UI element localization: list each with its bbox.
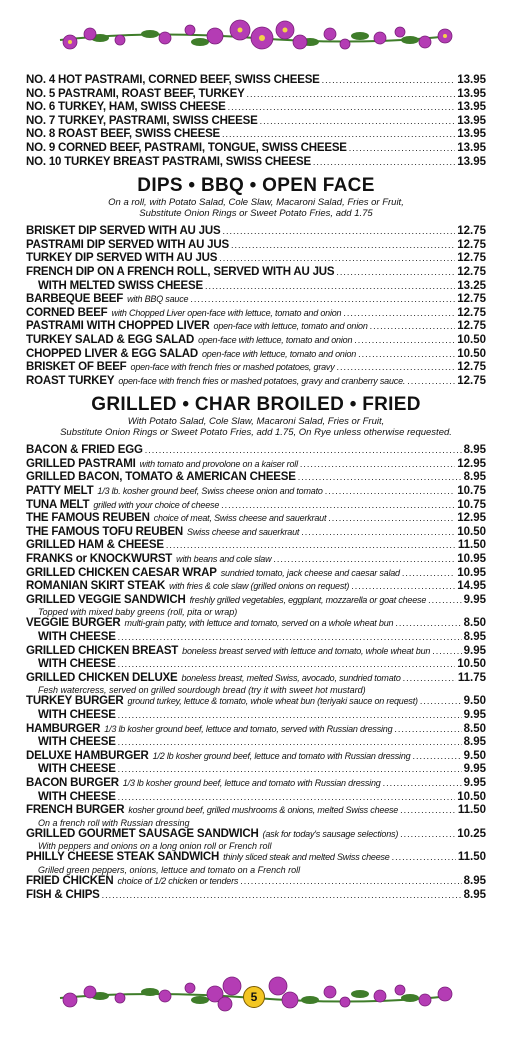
menu-item bbox=[26, 594, 486, 608]
menu-item bbox=[26, 539, 486, 553]
menu-item-name: HAMBURGER bbox=[26, 722, 101, 735]
dot-leader bbox=[322, 74, 456, 88]
dot-leader bbox=[219, 252, 455, 266]
menu-item bbox=[26, 750, 486, 764]
menu-item-name: CHOPPED LIVER & EGG SALAD bbox=[26, 347, 198, 360]
dips-list bbox=[26, 225, 486, 388]
menu-item-price: 8.95 bbox=[463, 736, 486, 749]
menu-item-price: 13.95 bbox=[457, 128, 486, 141]
menu-item-description: Swiss cheese and sauerkraut bbox=[187, 526, 300, 537]
menu-item-description: ground turkey, lettuce & tomato, whole wheat bun (teriyaki sauce on request) bbox=[127, 696, 418, 707]
menu-item bbox=[26, 115, 486, 129]
section-note-dips-1: On a roll, with Potato Salad, Cole Slaw, Macaroni Salad, Fries or Fruit, bbox=[108, 197, 404, 209]
dot-leader bbox=[400, 804, 456, 818]
menu-item bbox=[26, 320, 486, 334]
menu-item-price: 13.95 bbox=[457, 141, 486, 154]
menu-item-name: WITH CHEESE bbox=[38, 631, 116, 643]
menu-item bbox=[26, 723, 486, 737]
menu-item-description: open-face with lettuce, tomato and onion bbox=[202, 348, 357, 359]
menu-item bbox=[26, 444, 486, 458]
menu-item-name: BRISKET OF BEEF bbox=[26, 361, 127, 374]
menu-item-name: PHILLY CHEESE STEAK SANDWICH bbox=[26, 851, 220, 864]
menu-item bbox=[26, 142, 486, 156]
menu-item-name: TUNA MELT bbox=[26, 498, 90, 511]
dot-leader bbox=[395, 617, 461, 631]
menu-item-name: DELUXE HAMBURGER bbox=[26, 749, 149, 762]
menu-item bbox=[26, 375, 486, 389]
menu-item-price: 11.50 bbox=[457, 539, 486, 552]
dot-leader bbox=[358, 348, 455, 362]
menu-item-price: 9.95 bbox=[463, 776, 486, 789]
menu-item-name: NO. 5 PASTRAMI, ROAST BEEF, TURKEY bbox=[26, 87, 245, 100]
menu-item bbox=[26, 458, 486, 472]
menu-item-price: 12.75 bbox=[457, 252, 486, 265]
menu-item-price: 11.50 bbox=[457, 804, 486, 817]
dot-leader bbox=[222, 128, 455, 142]
menu-item-name: NO. 7 TURKEY, PASTRAMI, SWISS CHEESE bbox=[26, 114, 258, 127]
menu-item-price: 12.75 bbox=[457, 225, 486, 238]
menu-item-price: 10.95 bbox=[457, 553, 486, 566]
dot-leader bbox=[325, 485, 456, 499]
dot-leader bbox=[221, 499, 455, 513]
menu-item-description: 1/3 lb kosher ground beef, lettuce and tomato with Russian dressing bbox=[122, 777, 381, 788]
menu-item-price: 12.75 bbox=[457, 320, 486, 333]
menu-item bbox=[26, 485, 486, 499]
menu-item-description: open-face with lettuce, tomato and onion bbox=[198, 334, 353, 345]
menu-item-name: WITH CHEESE bbox=[38, 708, 116, 721]
menu-item-name: GRILLED CHICKEN CAESAR WRAP bbox=[26, 566, 217, 579]
dot-leader bbox=[343, 307, 455, 321]
menu-item-price: 9.50 bbox=[463, 749, 486, 762]
menu-item-description: boneless breast, melted Swiss, avocado, sundried tomato bbox=[181, 672, 401, 683]
menu-item bbox=[26, 763, 486, 777]
menu-item-price: 12.75 bbox=[457, 361, 486, 374]
menu-item bbox=[26, 709, 486, 723]
dot-leader bbox=[370, 320, 456, 334]
dot-leader bbox=[102, 889, 462, 903]
menu-item bbox=[26, 307, 486, 321]
section-note-grilled-1: With Potato Salad, Cole Slaw, Macaroni Salad, Fries or Fruit, bbox=[127, 416, 385, 428]
dot-leader bbox=[260, 115, 456, 129]
menu-item-name: GRILLED CHICKEN DELUXE bbox=[26, 671, 178, 684]
menu-item bbox=[26, 471, 486, 485]
menu-item bbox=[26, 239, 486, 253]
menu-item-subnote: Topped with mixed baby greens (roll, pita or wrap) bbox=[38, 607, 238, 618]
menu-item-description: multi-grain patty, with lettuce and tomato, served on a whole wheat bun bbox=[124, 618, 394, 629]
menu-item-price: 10.50 bbox=[457, 658, 486, 671]
dot-leader bbox=[118, 631, 462, 645]
menu-item-price: 8.95 bbox=[463, 874, 486, 887]
dot-leader bbox=[394, 723, 461, 737]
menu-item-price: 12.75 bbox=[457, 306, 486, 319]
menu-item bbox=[26, 875, 486, 889]
menu-item-price: 12.95 bbox=[457, 457, 486, 470]
menu-item-description: with Chopped Liver open-face with lettuce, tomato and onion bbox=[111, 307, 342, 318]
menu-item-description: open-face with french fries or mashed potatoes, gravy and cranberry sauce. bbox=[118, 375, 406, 386]
menu-item-name: FRENCH DIP ON A FRENCH ROLL, SERVED WITH AU JUS bbox=[26, 265, 335, 278]
menu-item bbox=[26, 736, 486, 750]
menu-item bbox=[26, 695, 486, 709]
dot-leader bbox=[403, 672, 456, 686]
menu-item bbox=[26, 777, 486, 791]
dot-leader bbox=[118, 736, 462, 750]
menu-item-price: 13.25 bbox=[457, 279, 486, 292]
menu-item-description: freshly grilled vegetables, eggplant, mozzarella or goat cheese bbox=[189, 594, 427, 605]
menu-item-price: 8.50 bbox=[463, 617, 486, 630]
dot-leader bbox=[392, 851, 456, 865]
menu-item bbox=[26, 128, 486, 142]
menu-item bbox=[26, 851, 486, 865]
grilled-list bbox=[26, 444, 486, 902]
menu-item bbox=[26, 658, 486, 672]
menu-item-name: WITH CHEESE bbox=[38, 658, 116, 671]
dot-leader bbox=[247, 88, 456, 102]
dot-leader bbox=[328, 512, 455, 526]
menu-item-name: BRISKET DIP SERVED WITH AU JUS bbox=[26, 225, 221, 238]
dot-leader bbox=[222, 225, 455, 239]
menu-item-name: ROMANIAN SKIRT STEAK bbox=[26, 580, 166, 593]
menu-item-price: 13.95 bbox=[457, 74, 486, 86]
menu-item-subnote: On a french roll with Russian dressing bbox=[38, 817, 190, 828]
menu-item-price: 12.75 bbox=[457, 238, 486, 251]
menu-item-name: PASTRAMI DIP SERVED WITH AU JUS bbox=[26, 238, 229, 251]
menu-item-name: NO. 9 CORNED BEEF, PASTRAMI, TONGUE, SWISS CHEESE bbox=[26, 141, 347, 154]
dot-leader bbox=[313, 156, 455, 170]
dot-leader bbox=[231, 239, 455, 253]
menu-item-price: 13.95 bbox=[457, 155, 486, 168]
menu-item-name: GRILLED HAM & CHEESE bbox=[26, 539, 164, 552]
dot-leader bbox=[118, 791, 456, 805]
dot-leader bbox=[205, 280, 455, 294]
menu-item-price: 10.50 bbox=[457, 347, 486, 360]
menu-item-name: CORNED BEEF bbox=[26, 306, 108, 319]
menu-item-price: 8.95 bbox=[463, 888, 486, 901]
menu-item-price: 8.95 bbox=[463, 471, 486, 484]
menu-item-description: with beans and cole slaw bbox=[176, 554, 272, 565]
menu-item-price: 14.95 bbox=[457, 580, 486, 593]
menu-item bbox=[26, 512, 486, 526]
menu-item-price: 12.75 bbox=[457, 293, 486, 306]
menu-item-name: GRILLED GOURMET SAUSAGE SANDWICH bbox=[26, 827, 259, 840]
dot-leader bbox=[228, 101, 456, 115]
menu-item-name: TURKEY DIP SERVED WITH AU JUS bbox=[26, 252, 218, 265]
menu-item-price: 13.95 bbox=[457, 101, 486, 114]
section-note-grilled-2: Substitute Onion Rings or Sweet Potato Fries, add 1.75, On Rye unless otherwise requested. bbox=[60, 427, 452, 439]
menu-item-name: GRILLED BACON, TOMATO & AMERICAN CHEESE bbox=[26, 471, 296, 484]
menu-item-subnote: Fesh watercress, served on grilled sourdough bread (try it with sweet hot mustard) bbox=[38, 685, 366, 696]
dot-leader bbox=[354, 334, 455, 348]
menu-item bbox=[26, 334, 486, 348]
dot-leader bbox=[118, 658, 456, 672]
page-number-badge: 5 bbox=[243, 986, 265, 1008]
section-note-dips-2: Substitute Onion Rings or Sweet Potato Fries, add 1.75 bbox=[139, 208, 373, 220]
menu-item bbox=[26, 617, 486, 631]
menu-item-subnote: Grilled green peppers, onions, lettuce and tomato on a French roll bbox=[38, 864, 301, 875]
dot-leader bbox=[400, 828, 455, 842]
menu-item-name: FRENCH BURGER bbox=[26, 804, 125, 817]
menu-item bbox=[26, 156, 486, 170]
section-title-dips: DIPS • BBQ • OPEN FACE bbox=[137, 175, 375, 197]
menu-item-price: 11.75 bbox=[457, 671, 486, 684]
dot-leader bbox=[412, 750, 461, 764]
menu-item-name: PASTRAMI WITH CHOPPED LIVER bbox=[26, 320, 210, 333]
menu-item bbox=[26, 252, 486, 266]
menu-item-price: 10.50 bbox=[457, 525, 486, 538]
menu-item-description: open-face with french fries or mashed potatoes, gravy bbox=[130, 362, 335, 373]
menu-item-name: TURKEY BURGER bbox=[26, 695, 124, 708]
menu-item-name: BACON BURGER bbox=[26, 776, 119, 789]
menu-item-price: 12.75 bbox=[457, 265, 486, 278]
menu-item-description: choice of 1/2 chicken or tenders bbox=[117, 875, 239, 886]
menu-item-description: sundried tomato, jack cheese and caesar salad bbox=[220, 567, 400, 578]
menu-item bbox=[26, 280, 486, 294]
menu-item-price: 12.75 bbox=[457, 374, 486, 387]
floral-garland-top bbox=[0, 8, 510, 68]
menu-item-name: BARBEQUE BEEF bbox=[26, 293, 124, 306]
dot-leader bbox=[118, 709, 462, 723]
menu-item-name: PATTY MELT bbox=[26, 485, 94, 498]
dot-leader bbox=[349, 142, 455, 156]
menu-item-name: WITH CHEESE bbox=[38, 790, 116, 803]
menu-item-name: NO. 10 TURKEY BREAST PASTRAMI, SWISS CHEESE bbox=[26, 155, 311, 168]
sandwich-combo-list bbox=[26, 74, 486, 169]
dot-leader bbox=[407, 375, 455, 389]
menu-item-price: 8.50 bbox=[463, 722, 486, 735]
menu-item bbox=[26, 631, 486, 645]
menu-item-description: with tomato and provolone on a kaiser roll bbox=[139, 458, 298, 469]
menu-item-price: 11.50 bbox=[457, 851, 486, 864]
menu-item bbox=[26, 889, 486, 903]
menu-item-name: GRILLED PASTRAMI bbox=[26, 457, 136, 470]
menu-item-description: boneless breast served with lettuce and tomato, whole wheat bun bbox=[182, 645, 431, 656]
menu-item-price: 9.95 bbox=[463, 644, 486, 657]
menu-item-name: ROAST TURKEY bbox=[26, 374, 115, 387]
dot-leader bbox=[336, 266, 455, 280]
menu-item-name: GRILLED VEGGIE SANDWICH bbox=[26, 593, 186, 606]
menu-item-description: 1/3 lb kosher ground beef, lettuce and tomato, served with Russian dressing bbox=[104, 723, 393, 734]
menu-item bbox=[26, 553, 486, 567]
menu-item bbox=[26, 74, 486, 88]
menu-item-name: THE FAMOUS REUBEN bbox=[26, 512, 150, 525]
menu-item bbox=[26, 804, 486, 818]
menu-item-price: 9.95 bbox=[463, 708, 486, 721]
menu-item-price: 10.75 bbox=[457, 498, 486, 511]
section-title-grilled: GRILLED • CHAR BROILED • FRIED bbox=[91, 394, 421, 416]
dot-leader bbox=[383, 777, 462, 791]
menu-item-description: with BBQ sauce bbox=[127, 294, 189, 305]
dot-leader bbox=[337, 361, 456, 375]
dot-leader bbox=[420, 695, 462, 709]
menu-item-name: VEGGIE BURGER bbox=[26, 617, 121, 630]
menu-item-description: choice of meat, Swiss cheese and sauerkraut bbox=[153, 513, 327, 524]
menu-item bbox=[26, 791, 486, 805]
menu-item bbox=[26, 348, 486, 362]
menu-item-name: BACON & FRIED EGG bbox=[26, 444, 143, 457]
menu-item-name: WITH MELTED SWISS CHEESE bbox=[38, 279, 203, 292]
menu-item-price: 13.95 bbox=[457, 114, 486, 127]
menu-item-description: (ask for today's sausage selections) bbox=[262, 828, 399, 839]
menu-item-description: kosher ground beef, grilled mushrooms & onions, melted Swiss cheese bbox=[128, 805, 399, 816]
dot-leader bbox=[118, 763, 462, 777]
menu-item bbox=[26, 828, 486, 842]
dot-leader bbox=[145, 444, 462, 458]
menu-item-price: 9.95 bbox=[463, 763, 486, 776]
menu-item-price: 9.95 bbox=[463, 593, 486, 606]
menu-item-description: 1/2 lb kosher ground beef, lettuce and tomato with Russian dressing bbox=[152, 750, 411, 761]
dot-leader bbox=[300, 458, 455, 472]
menu-item-price: 13.95 bbox=[457, 87, 486, 100]
menu-item-name: FISH & CHIPS bbox=[26, 888, 100, 901]
menu-item bbox=[26, 88, 486, 102]
dot-leader bbox=[402, 567, 455, 581]
menu-item-description: open-face with lettuce, tomato and onion bbox=[213, 321, 368, 332]
menu-item-price: 10.95 bbox=[457, 566, 486, 579]
menu-item-price: 12.95 bbox=[457, 512, 486, 525]
menu-item-subnote: With peppers and onions on a long onion roll or French roll bbox=[38, 841, 272, 852]
menu-item-description: 1/3 lb. kosher ground beef, Swiss cheese onion and tomato bbox=[97, 486, 323, 497]
menu-item-name: FRANKS or KNOCKWURST bbox=[26, 553, 173, 566]
dot-leader bbox=[298, 471, 462, 485]
menu-item bbox=[26, 499, 486, 513]
menu-item-price: 9.50 bbox=[463, 695, 486, 708]
menu-item bbox=[26, 580, 486, 594]
dot-leader bbox=[301, 526, 455, 540]
menu-item bbox=[26, 672, 486, 686]
menu-item-description: with fries & cole slaw (grilled onions on request) bbox=[169, 581, 350, 592]
menu-item bbox=[26, 567, 486, 581]
menu-item-description: thinly sliced steak and melted Swiss cheese bbox=[223, 852, 390, 863]
menu-item-name: NO. 6 TURKEY, HAM, SWISS CHEESE bbox=[26, 101, 226, 114]
menu-item-name: THE FAMOUS TOFU REUBEN bbox=[26, 525, 184, 538]
menu-item bbox=[26, 293, 486, 307]
menu-item-price: 8.95 bbox=[463, 444, 486, 457]
menu-item bbox=[26, 526, 486, 540]
menu-item-name: NO. 4 HOT PASTRAMI, CORNED BEEF, SWISS CHEESE bbox=[26, 74, 320, 86]
dot-leader bbox=[190, 293, 455, 307]
menu-item-name: NO. 8 ROAST BEEF, SWISS CHEESE bbox=[26, 128, 221, 141]
dot-leader bbox=[240, 875, 461, 889]
menu-item-description: grilled with your choice of cheese bbox=[93, 499, 220, 510]
menu-item bbox=[26, 361, 486, 375]
menu-item-price: 10.25 bbox=[457, 827, 486, 840]
menu-item-name: WITH CHEESE bbox=[38, 736, 116, 749]
menu-item-price: 10.75 bbox=[457, 485, 486, 498]
menu-item-name: TURKEY SALAD & EGG SALAD bbox=[26, 333, 195, 346]
menu-item bbox=[26, 266, 486, 280]
menu-item bbox=[26, 645, 486, 659]
menu-item bbox=[26, 101, 486, 115]
menu-content bbox=[26, 74, 486, 902]
dot-leader bbox=[428, 594, 461, 608]
dot-leader bbox=[166, 539, 456, 553]
dot-leader bbox=[432, 645, 461, 659]
menu-item-price: 8.95 bbox=[463, 631, 486, 643]
dot-leader bbox=[273, 553, 455, 567]
menu-item-name: GRILLED CHICKEN BREAST bbox=[26, 644, 179, 657]
menu-item-price: 10.50 bbox=[457, 333, 486, 346]
menu-item-price: 10.50 bbox=[457, 790, 486, 803]
menu-item-name: WITH CHEESE bbox=[38, 763, 116, 776]
menu-item bbox=[26, 225, 486, 239]
menu-item-name: FRIED CHICKEN bbox=[26, 874, 114, 887]
dot-leader bbox=[351, 580, 455, 594]
